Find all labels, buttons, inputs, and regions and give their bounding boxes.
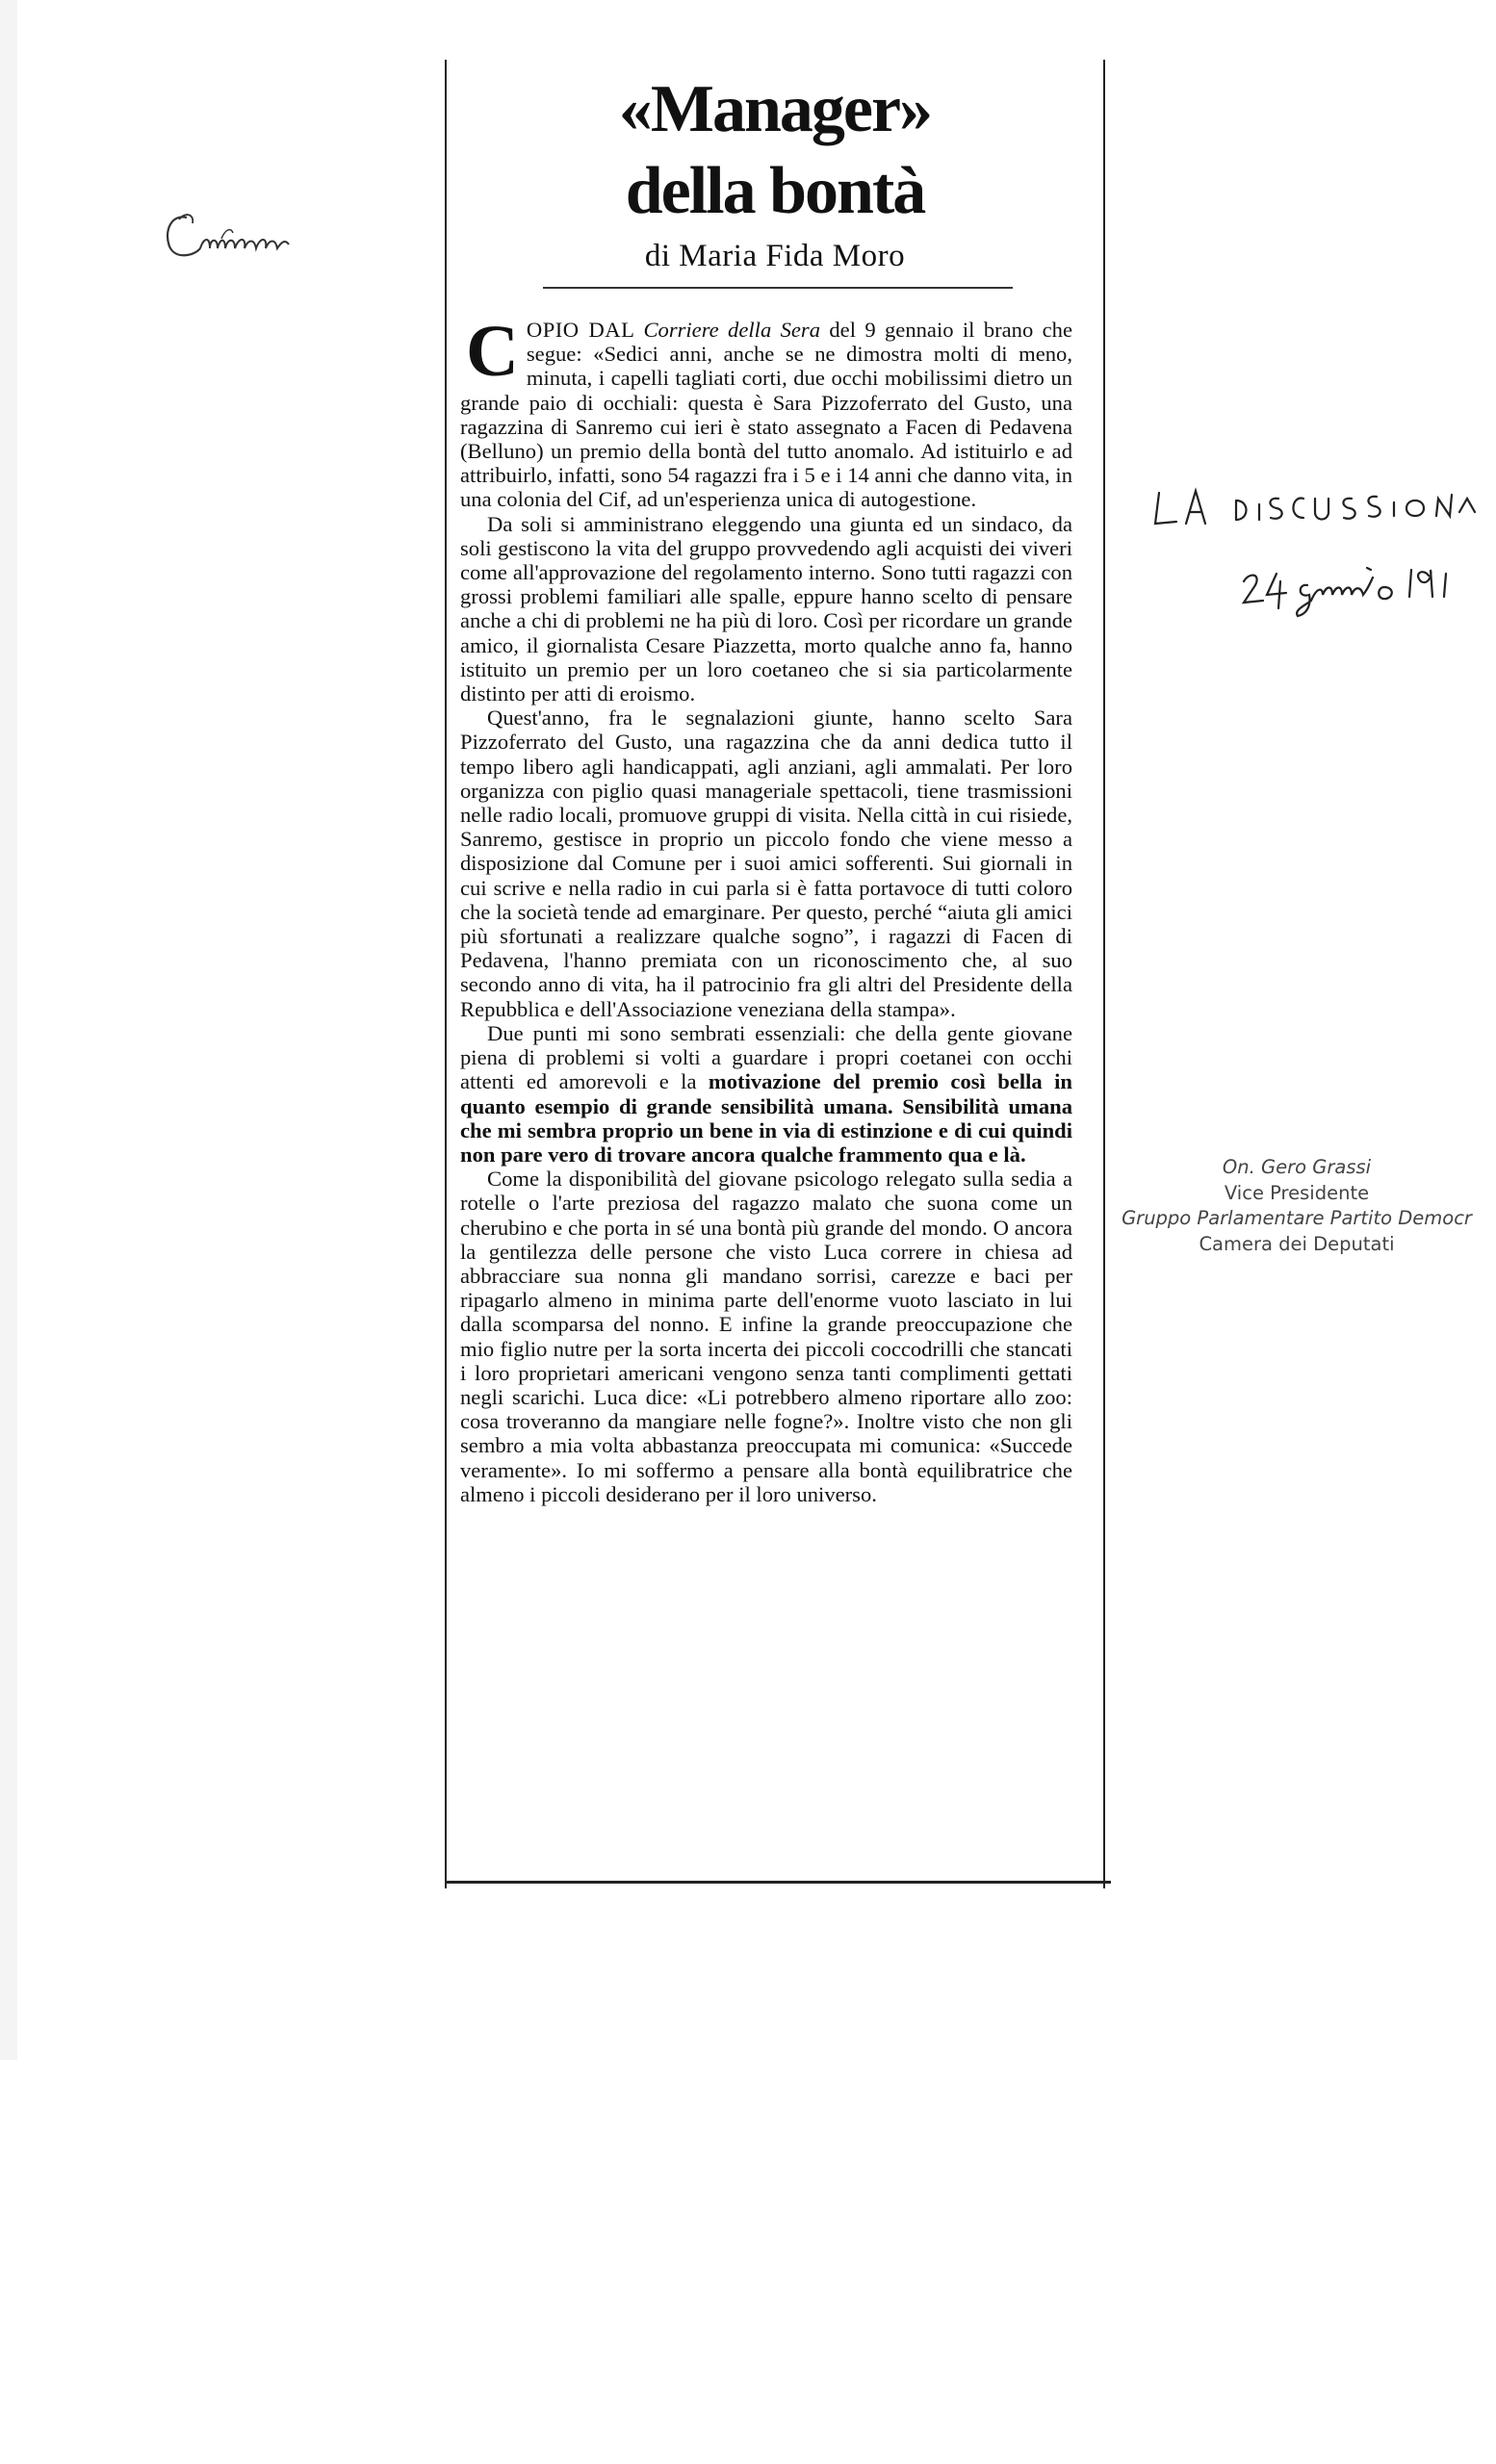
signature-group: Gruppo Parlamentare Partito Democr [1122,1207,1472,1229]
paragraph-1-lead: OPIO DAL [526,318,644,342]
scan-edge-strip [0,0,17,2060]
signature-title: Vice Presidente [1224,1181,1370,1204]
article-body [460,311,1072,1506]
handwritten-source-note [1153,474,1481,637]
paragraph-4-text: Due punti mi sono sembrati essenziali: che della gente giovane piena di problemi si volti a guardare i propri coetanei con occhi attenti ed amorevoli e la [460,1020,1072,1094]
article-byline: di Maria Fida Moro [644,239,906,273]
clipping-bottom-border [445,1881,1111,1884]
handwritten-camera-note [162,210,306,264]
paragraph-4-bold-text: motivazione del premio così bella in quanto esempio di grande sensibilità umana. Sensibilità umana che mi sembra proprio un bene in via di estinzione e di cui quindi non pare vero di trovare ancora qualche frammento qua e là. [460,1069,1072,1167]
headline-line-1: «Manager» [618,72,932,146]
drop-cap: C [466,311,519,392]
signature-name: On. Gero Grassi [1222,1156,1372,1178]
headline-line-2: della bontà [625,154,925,228]
paragraph-5: Come la disponibilità del giovane psicologo relegato sulla sedia a rotelle o l'arte preziosa del ragazzo malato che suona come un cherubino e che porta in sé una bontà più grande del mondo. O ancora la gentilezza delle persone che visto Luca correre in chiesa ad abbracciare sua nonna gli mandano sorrisi, carezze e baci per ripagarlo almeno in minima parte dell'enorme vuoto lasciato in lui dalla scomparsa del nonno. E infine la grande preoccupazione che mio figlio nutre per la sorta incerta dei piccoli coccodrilli che stancati i loro proprietari americani vengono senza tanti complimenti gettati negli scarichi. Luca dice: «Li potrebbero almeno riportare allo zoo: cosa troveranno da mangiare nelle fogne?». Inoltre visto che non gli sembro a mia volta abbastanza preoccupata mi comunica: «Succede veramente». Io mi soffermo a pensare alla bontà equilibratrice che almeno i piccoli desiderano per il loro universo. [460,1167,1072,1506]
newspaper-name: Corriere della Sera [643,318,821,342]
paragraph-4 [460,1021,1072,1167]
article-headline [449,67,1101,231]
signature-block [1097,1155,1496,1257]
newspaper-clipping [445,60,1105,1888]
byline-divider [543,287,1013,289]
paragraph-1-text: del 9 gennaio il brano che segue: «Sedici anni, anche se ne dimostra molti di meno, minuta, i capelli tagliati corti, due occhi mobilissimi dietro un grande paio di occhiali: questa è Sara Pizzoferrato del Gusto, una ragazzina di Sanremo cui ieri è stato assegnato a Facen di Pedavena (Belluno) un premio della bontà del tutto anomalo. Ad istituirlo e ad attribuirlo, infatti, sono 54 ragazzi fra i 5 e i 14 anni che danno vita, in una colonia del Cif, ad un'esperienza unica di autogestione. [460,318,1072,512]
signature-chamber: Camera dei Deputati [1199,1232,1395,1255]
paragraph-3: Quest'anno, fra le segnalazioni giunte, hanno scelto Sara Pizzoferrato del Gusto, una ragazzina che da anni dedica tutto il tempo libero agli handicappati, agli anziani, agli ammalati. Per loro organizza con piglio quasi manageriale spettacoli, tiene trasmissioni nelle radio locali, promuove gruppi di visita. Nella città in cui risiede, Sanremo, gestisce in proprio un piccolo fondo che viene messo a disposizione dal Comune per i suoi amici sofferenti. Sui giornali in cui scrive e nella radio in cui parla si è fatta portavoce di tutti coloro che la società tende ad emarginare. Per questo, perché “aiuta gli amici più sfortunati a realizzare qualche sogno”, i ragazzi di Facen di Pedavena, l'hanno premiata con un riconoscimento che, al suo secondo anno di vita, ha il patrocinio fra gli altri del Presidente della Repubblica e dell'Associazione veneziana della stampa». [460,706,1072,1021]
paragraph-2: Da soli si amministrano eleggendo una giunta ed un sindaco, da soli gestiscono la vita del gruppo provvedendo agli acquisti dei viveri come all'approvazione del regolamento interno. Sono tutti ragazzi con grossi problemi familiari alle spalle, eppure hanno scelto di pensare anche a chi di problemi ne ha più di loro. Così per ricordare un grande amico, il giornalista Cesare Piazzetta, morto qualche anno fa, hanno istituito un premio per un loro coetaneo che si sia particolarmente distinto per atti di eroismo. [460,511,1072,706]
paragraph-1 [460,311,1072,512]
